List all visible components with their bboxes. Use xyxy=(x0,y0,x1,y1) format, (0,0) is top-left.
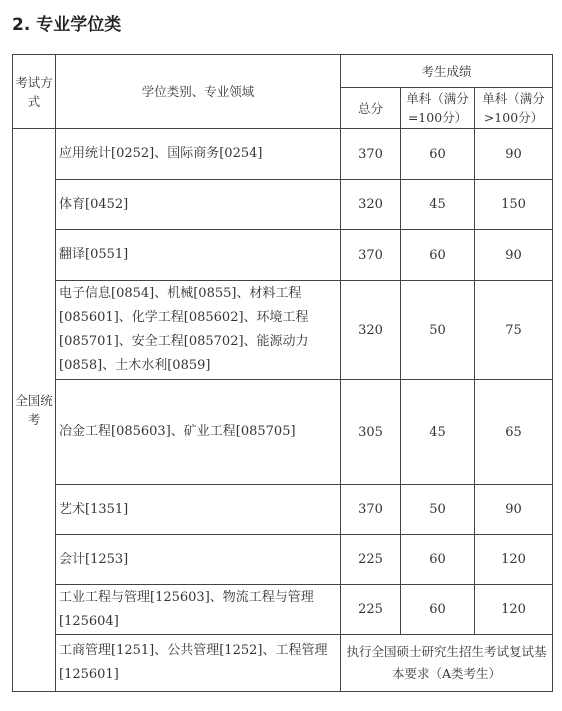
single-le100-cell: 50 xyxy=(401,281,475,380)
field-cell: 会计[1253] xyxy=(56,535,341,585)
field-cell: 体育[0452] xyxy=(56,180,341,230)
header-exam-mode: 考试方式 xyxy=(13,55,56,129)
single-gt100-cell: 120 xyxy=(475,585,553,635)
single-gt100-cell: 120 xyxy=(475,535,553,585)
total-cell: 370 xyxy=(341,129,401,180)
header-row-1 xyxy=(13,55,553,88)
single-le100-cell: 45 xyxy=(401,380,475,485)
field-cell: 冶金工程[085603]、矿业工程[085705] xyxy=(56,380,341,485)
field-cell: 电子信息[0854]、机械[0855]、材料工程[085601]、化学工程[085602]、环境工程[085701]、安全工程[085702]、能源动力[0858]、土木水利[0859] xyxy=(56,281,341,380)
field-cell: 工商管理[1251]、公共管理[1252]、工程管理[125601] xyxy=(56,635,341,692)
single-gt100-cell: 90 xyxy=(475,230,553,281)
single-le100-cell: 60 xyxy=(401,535,475,585)
field-cell: 翻译[0551] xyxy=(56,230,341,281)
table-row xyxy=(13,281,553,380)
single-gt100-cell: 75 xyxy=(475,281,553,380)
field-cell: 艺术[1351] xyxy=(56,485,341,535)
single-gt100-cell: 150 xyxy=(475,180,553,230)
single-le100-cell: 60 xyxy=(401,585,475,635)
total-cell: 225 xyxy=(341,585,401,635)
single-gt100-cell: 65 xyxy=(475,380,553,485)
field-cell: 工业工程与管理[125603]、物流工程与管理[125604] xyxy=(56,585,341,635)
field-cell: 应用统计[0252]、国际商务[0254] xyxy=(56,129,341,180)
total-cell: 320 xyxy=(341,281,401,380)
single-le100-cell: 60 xyxy=(401,129,475,180)
single-le100-cell: 60 xyxy=(401,230,475,281)
header-degree-field: 学位类别、专业领域 xyxy=(56,55,341,129)
total-cell: 320 xyxy=(341,180,401,230)
exam-mode-cell: 全国统考 xyxy=(13,129,56,692)
table-row xyxy=(13,485,553,535)
header-single-le100: 单科（满分=100分） xyxy=(401,88,475,129)
total-cell: 225 xyxy=(341,535,401,585)
header-total: 总分 xyxy=(341,88,401,129)
header-single-gt100: 单科（满分>100分） xyxy=(475,88,553,129)
table-row xyxy=(13,380,553,485)
table-row-last xyxy=(13,635,553,692)
table-row xyxy=(13,129,553,180)
total-cell: 305 xyxy=(341,380,401,485)
single-gt100-cell: 90 xyxy=(475,485,553,535)
total-cell: 370 xyxy=(341,230,401,281)
single-le100-cell: 50 xyxy=(401,485,475,535)
table-row xyxy=(13,230,553,281)
table-row xyxy=(13,180,553,230)
single-gt100-cell: 90 xyxy=(475,129,553,180)
single-le100-cell: 45 xyxy=(401,180,475,230)
table-row xyxy=(13,585,553,635)
score-table xyxy=(12,54,553,692)
total-cell: 370 xyxy=(341,485,401,535)
requirement-note: 执行全国硕士研究生招生考试复试基本要求（A类考生） xyxy=(341,635,553,692)
section-heading: 2. 专业学位类 xyxy=(12,15,122,35)
header-scores: 考生成绩 xyxy=(341,55,553,88)
table-row xyxy=(13,535,553,585)
